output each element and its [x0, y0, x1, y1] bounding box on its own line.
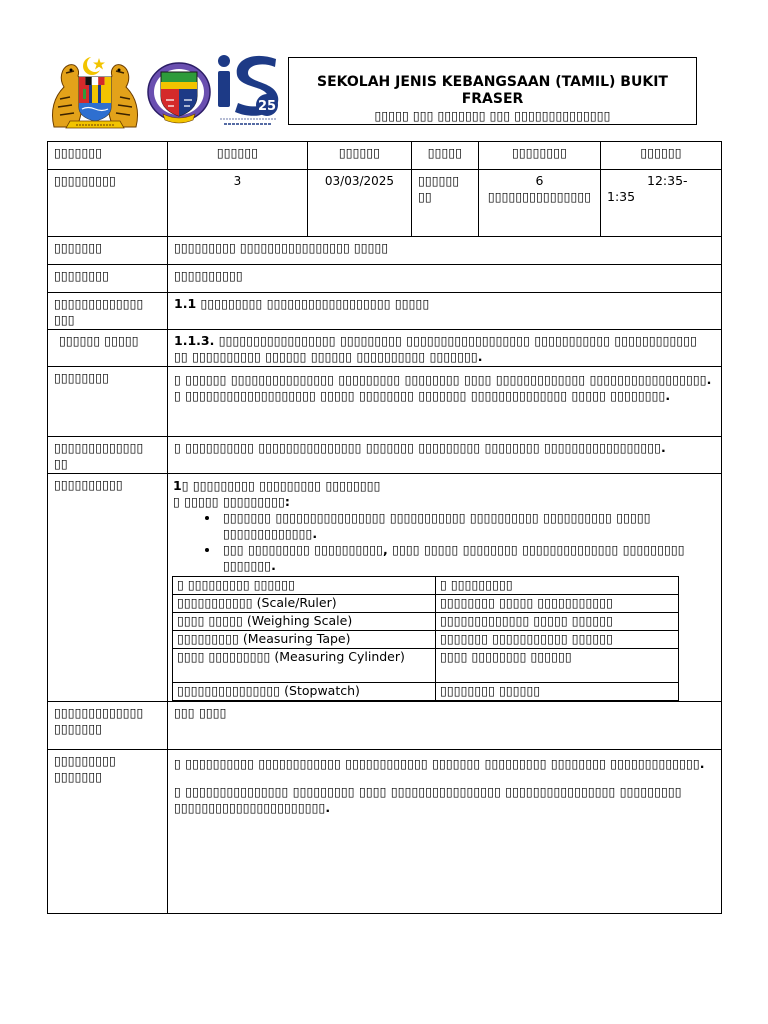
tool-name: ▯▯▯▯▯▯▯▯▯ (Measuring Tape) — [173, 631, 436, 649]
objective-item: ▯ ▯▯▯▯▯▯▯▯▯▯▯▯▯▯▯▯▯▯▯ ▯▯▯▯▯ ▯▯▯▯▯▯▯▯ ▯▯▯▯▯▯▯ ▯▯▯▯▯▯▯▯▯▯▯▯▯▯ ▯▯▯▯▯ ▯▯▯▯▯▯▯▯. — [174, 388, 671, 403]
success-criteria: ▯ ▯▯▯▯▯▯▯▯▯▯ ▯▯▯▯▯▯▯▯▯▯▯▯▯▯▯ ▯▯▯▯▯▯▯ ▯▯▯▯▯▯▯▯▯ ▯▯▯▯▯▯▯▯ ▯▯▯▯▯▯▯▯▯▯▯▯▯▯▯▯▯. — [174, 440, 666, 455]
tools-row — [173, 631, 679, 649]
info-value-cell: ▯▯▯▯▯▯▯▯▯ — [48, 170, 168, 236]
tools-row — [173, 683, 679, 701]
plan-row — [48, 367, 721, 437]
plan-row — [48, 265, 721, 293]
plan-row — [48, 330, 721, 367]
activity-intro: ▯ ▯▯▯▯▯ ▯▯▯▯▯▯▯▯▯: — [173, 494, 290, 509]
row-label: ▯▯▯▯▯▯▯ — [48, 237, 168, 264]
activity-step: 1▯ ▯▯▯▯▯▯▯▯▯ ▯▯▯▯▯▯▯▯▯ ▯▯▯▯▯▯▯▯ — [173, 478, 381, 493]
row-content: ▯▯▯▯▯▯▯▯▯ ▯▯▯▯▯▯▯▯▯▯▯▯▯▯▯▯ ▯▯▯▯▯ — [174, 240, 389, 255]
info-header-cell: ▯▯▯▯▯▯ — [168, 142, 308, 169]
school-name: SEKOLAH JENIS KEBANGSAAN (TAMIL) BUKIT FRASER — [317, 74, 668, 107]
tool-name: ▯▯▯▯ ▯▯▯▯▯ (Weighing Scale) — [173, 613, 436, 631]
info-header-row — [48, 142, 721, 170]
tools-table — [172, 576, 679, 701]
tools-row — [173, 613, 679, 631]
row-label: ▯▯▯▯▯▯▯▯ — [48, 367, 168, 436]
week-value: 3 — [168, 170, 308, 236]
malaysia-coat-of-arms-logo — [48, 55, 142, 131]
plan-row — [48, 237, 721, 265]
tools-row — [173, 595, 679, 613]
plan-row-reflection — [48, 750, 721, 913]
row-label: ▯▯▯▯▯▯▯▯ — [48, 265, 168, 292]
row-content: ▯▯▯ ▯▯▯▯ — [174, 705, 227, 720]
reflection-paragraph: ▯ ▯▯▯▯▯▯▯▯▯▯ ▯▯▯▯▯▯▯▯▯▯▯▯ ▯▯▯▯▯▯▯▯▯▯▯▯ ▯▯▯▯▯▯▯ ▯▯▯▯▯▯▯▯▯ ▯▯▯▯▯▯▯▯ ▯▯▯▯▯▯▯▯▯▯▯▯▯. — [174, 756, 705, 771]
reflection-paragraph: ▯ ▯▯▯▯▯▯▯▯▯▯▯▯▯▯▯ ▯▯▯▯▯▯▯▯▯ ▯▯▯▯ ▯▯▯▯▯▯▯▯▯▯▯▯▯▯▯▯ ▯▯▯▯▯▯▯▯▯▯▯▯▯▯▯▯ ▯▯▯▯▯▯▯▯▯ ▯▯▯▯▯▯▯▯▯▯▯▯▯▯▯▯▯▯▯▯▯▯. — [174, 784, 682, 815]
objective-item: ▯ ▯▯▯▯▯▯ ▯▯▯▯▯▯▯▯▯▯▯▯▯▯▯ ▯▯▯▯▯▯▯▯▯ ▯▯▯▯▯▯▯▯ ▯▯▯▯ ▯▯▯▯▯▯▯▯▯▯▯▯▯ ▯▯▯▯▯▯▯▯▯▯▯▯▯▯▯▯▯. — [174, 372, 712, 387]
plan-row-activities — [48, 474, 721, 702]
row-content: ▯▯▯▯▯▯▯▯▯▯ — [174, 268, 243, 283]
activities — [168, 474, 721, 701]
time-value: 12:35-1:35 — [607, 173, 688, 204]
activity-bullets — [173, 510, 716, 574]
info-header-cell: ▯▯▯▯▯▯ — [308, 142, 412, 169]
row-label: ▯▯▯▯▯▯▯▯▯▯▯▯▯ ▯▯ — [48, 437, 168, 473]
tool-use: ▯▯▯▯▯▯▯▯ ▯▯▯▯▯▯ — [436, 683, 679, 701]
activity-bullet: • ▯▯▯ ▯▯▯▯▯▯▯▯▯ ▯▯▯▯▯▯▯▯▯▯, ▯▯▯▯ ▯▯▯▯▯ ▯▯▯▯▯▯▯▯ ▯▯▯▯▯▯▯▯▯▯▯▯▯▯ ▯▯▯▯▯▯▯▯▯ ▯▯▯▯▯▯▯. — [220, 542, 716, 574]
content-standard: 1.1 ▯▯▯▯▯▯▯▯▯ ▯▯▯▯▯▯▯▯▯▯▯▯▯▯▯▯▯▯ ▯▯▯▯▯ — [174, 296, 430, 311]
date-value: 03/03/2025 — [308, 170, 412, 236]
crescent-star-icon — [83, 56, 105, 75]
tools-row — [173, 649, 679, 683]
learning-standard: 1.1.3. ▯▯▯▯▯▯▯▯▯▯▯▯▯▯▯▯▯ ▯▯▯▯▯▯▯▯▯ ▯▯▯▯▯▯▯▯▯▯▯▯▯▯▯▯▯▯ ▯▯▯▯▯▯▯▯▯▯▯ ▯▯▯▯▯▯▯▯▯▯▯▯ ▯▯ ▯▯▯▯▯▯▯▯▯▯ ▯▯▯▯▯▯ ▯▯▯▯▯▯ ▯▯▯▯▯▯▯▯▯▯ ▯▯▯▯▯▯▯. — [174, 333, 697, 364]
shield-icon — [79, 77, 111, 121]
row-label: ▯▯▯▯▯▯▯▯▯▯▯▯▯ ▯▯▯ — [48, 293, 168, 329]
plan-row — [48, 293, 721, 330]
tool-name: ▯▯▯▯ ▯▯▯▯▯▯▯▯▯ (Measuring Cylinder) — [173, 649, 436, 683]
row-label: ▯▯▯▯▯▯▯▯▯▯ — [48, 474, 168, 701]
school-crest-logo — [146, 60, 212, 124]
anniversary-25-logo — [212, 51, 284, 129]
tool-use: ▯▯▯▯ ▯▯▯▯▯▯▯▯ ▯▯▯▯▯▯ — [436, 649, 679, 683]
activity-bullet: • ▯▯▯▯▯▯▯ ▯▯▯▯▯▯▯▯▯▯▯▯▯▯▯▯ ▯▯▯▯▯▯▯▯▯▯▯ ▯▯▯▯▯▯▯▯▯▯ ▯▯▯▯▯▯▯▯▯▯ ▯▯▯▯▯ ▯▯▯▯▯▯▯▯▯▯▯▯▯. — [220, 510, 716, 542]
info-value-cell: ▯▯▯▯▯▯ ▯▯ — [412, 170, 479, 236]
info-header-cell: ▯▯▯▯▯▯▯▯ — [479, 142, 601, 169]
tool-name: ▯▯▯▯▯▯▯▯▯▯▯ (Scale/Ruler) — [173, 595, 436, 613]
info-header-cell: ▯▯▯▯▯ — [412, 142, 479, 169]
tools-header-cell: ▯ ▯▯▯▯▯▯▯▯▯ — [436, 577, 679, 595]
tools-header-cell: ▯ ▯▯▯▯▯▯▯▯▯ ▯▯▯▯▯▯ — [173, 577, 436, 595]
tool-use: ▯▯▯▯▯▯▯ ▯▯▯▯▯▯▯▯▯▯▯ ▯▯▯▯▯▯ — [436, 631, 679, 649]
tool-use: ▯▯▯▯▯▯▯▯▯▯▯▯▯ ▯▯▯▯▯ ▯▯▯▯▯▯ — [436, 613, 679, 631]
reflection — [168, 750, 721, 913]
plan-row — [48, 437, 721, 474]
row-label: ▯▯▯▯▯▯▯▯▯ ▯▯▯▯▯▯▯ — [48, 750, 168, 913]
tools-header-row — [173, 577, 679, 595]
row-label: ▯▯▯▯▯▯ ▯▯▯▯▯ — [48, 330, 168, 366]
info-values-row — [48, 170, 721, 237]
lesson-plan-table — [47, 141, 722, 914]
class-value: 6 ▯▯▯▯▯▯▯▯▯▯▯▯▯▯▯ — [479, 170, 601, 236]
tool-use: ▯▯▯▯▯▯▯▯ ▯▯▯▯▯ ▯▯▯▯▯▯▯▯▯▯▯ — [436, 595, 679, 613]
school-header-box — [288, 57, 697, 125]
anniversary-number: 25 — [257, 99, 277, 114]
objectives — [168, 367, 721, 436]
plan-row — [48, 702, 721, 750]
info-header-cell: ▯▯▯▯▯▯ — [640, 145, 682, 160]
header-subtitle: ▯▯▯▯▯ ▯▯▯ ▯▯▯▯▯▯▯ ▯▯▯ ▯▯▯▯▯▯▯▯▯▯▯▯▯▯ — [374, 108, 611, 123]
info-header-cell: ▯▯▯▯▯▯▯ — [48, 142, 168, 169]
tool-name: ▯▯▯▯▯▯▯▯▯▯▯▯▯▯▯ (Stopwatch) — [173, 683, 436, 701]
row-label: ▯▯▯▯▯▯▯▯▯▯▯▯▯ ▯▯▯▯▯▯▯ — [48, 702, 168, 749]
